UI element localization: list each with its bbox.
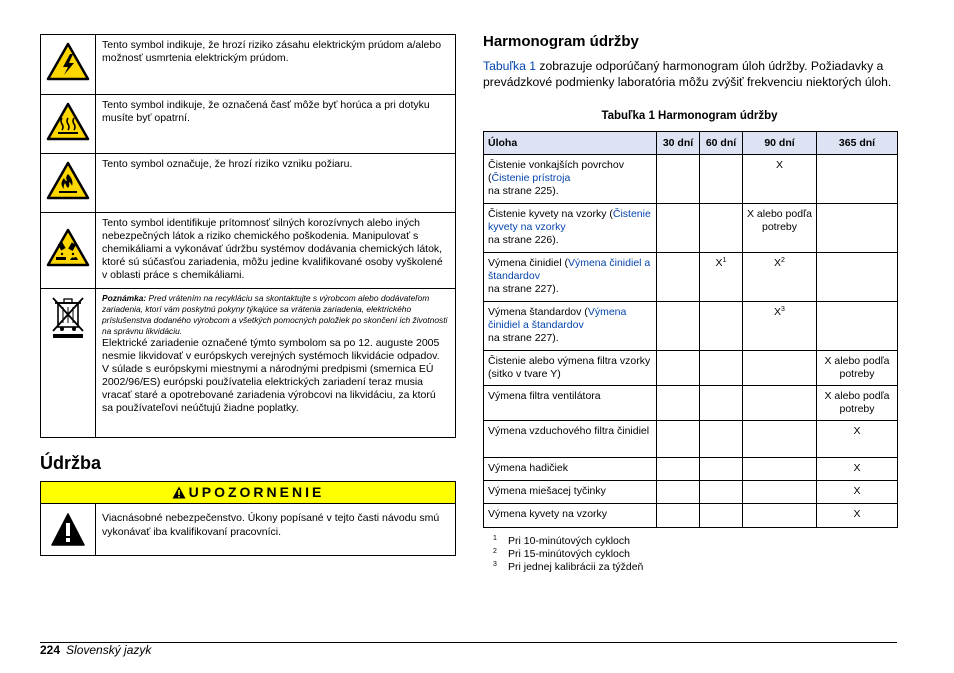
frequency-cell-c90 [743, 386, 817, 421]
task-cell [484, 204, 657, 253]
symbol-icon-cell [41, 35, 96, 95]
footnote-ref: 2 [781, 257, 785, 264]
symbol-row [41, 213, 456, 289]
frequency-mark: X [853, 485, 861, 497]
task-text: Výmena hadičiek [488, 462, 568, 474]
symbol-description: Tento symbol identifikuje prítomnosť silných korozívnych alebo iných nebezpečných látok a riziko chemického poškodenia. Manipulovať s chemikáliami a vykonávať údržbu systémov dodávania chemických látok, ktoré sú súčasťou zariadenia, môžu jedine kvalifikované osoby vyškolené v oblasti práce s chemikáliami. [96, 213, 456, 289]
frequency-mark: X alebo podľa potreby [824, 390, 890, 415]
intro-paragraph [483, 59, 903, 90]
table-row [484, 253, 898, 302]
task-link[interactable]: Čistenie prístroja [491, 172, 571, 184]
task-text: Výmena kyvety na vzorky [488, 508, 608, 520]
footnote-text: Pri jednej kalibrácii za týždeň [508, 561, 644, 573]
caution-body [41, 504, 455, 555]
frequency-cell-c365 [817, 302, 898, 351]
frequency-cell-c60 [700, 204, 743, 253]
caution-icon-cell [41, 504, 96, 555]
frequency-cell-c90 [743, 204, 817, 253]
task-page-ref: na strane 227). [488, 283, 559, 295]
electric-shock-warning-icon [46, 42, 90, 82]
column-header: 365 dní [817, 132, 898, 155]
intro-text: zobrazuje odporúčaný harmonogram úloh údržby. Požiadavky a prevádzkové podmienky laboratória môžu zvýšiť frekvenciu niektorých úloh. [483, 59, 892, 89]
frequency-cell-c30 [657, 204, 700, 253]
corrosive-warning-icon [46, 228, 90, 268]
table-header-row [484, 132, 898, 155]
task-cell [484, 253, 657, 302]
footer-divider [40, 642, 897, 643]
footnote [493, 561, 643, 574]
column-header: 30 dní [657, 132, 700, 155]
symbol-icon-cell [41, 95, 96, 154]
task-cell [484, 155, 657, 204]
maintenance-schedule-table [483, 131, 898, 528]
weee-text: Elektrické zariadenie označené týmto symbolom sa po 12. auguste 2005 nesmie likvidovať v európskych verejných systémoch likvidácie odpadov. V súlade s európskymi miestnymi a národnými predpismi (smernica EÚ 2002/96/ES) európski používatelia elektrických zariadení teraz musia vracať staré a opotrebované zariadenia výrobcovi na likvidáciu, za ktorú sa používateľovi neúčtujú žiadne poplatky. [102, 337, 440, 414]
frequency-mark: X [774, 306, 782, 318]
frequency-cell-c365 [817, 351, 898, 386]
table-row [484, 504, 898, 528]
symbol-row [41, 95, 456, 154]
page-footer [40, 643, 151, 657]
footnote-ref: 1 [722, 257, 727, 264]
weee-note [102, 293, 449, 337]
frequency-cell-c30 [657, 302, 700, 351]
symbol-description: Tento symbol indikuje, že označená časť môže byť horúca a pri dotyku musíte byť opatrní. [96, 95, 456, 154]
frequency-cell-c60 [700, 504, 743, 528]
task-text: Výmena činidiel ( [488, 257, 568, 269]
table-1-link[interactable]: Tabuľka 1 [483, 59, 537, 73]
frequency-mark: X alebo podľa potreby [747, 208, 812, 233]
table-footnotes [493, 535, 643, 574]
task-text: Výmena filtra ventilátora [488, 390, 601, 402]
caution-banner [41, 482, 455, 504]
task-page-ref: na strane 225). [488, 185, 559, 197]
frequency-cell-c90 [743, 155, 817, 204]
note-text: Pred vrátením na recykláciu sa skontaktujte s výrobcom alebo dodávateľom zariadenia, ktorí vám poskytnú pokyny týkajúce sa vrátenia zariadenia, elektrického príslušenstva dodaného výrobcom a všetkých pomocných položiek po skončení ich životnosti na správnu likvidáciu. [102, 293, 448, 336]
footnote [493, 535, 643, 548]
task-text: Výmena miešacej tyčinky [488, 485, 606, 497]
symbol-row [41, 154, 456, 213]
footnote-ref: 3 [781, 306, 785, 313]
frequency-cell-c30 [657, 504, 700, 528]
symbol-icon-cell [41, 154, 96, 213]
symbol-description: Tento symbol indikuje, že hrozí riziko zásahu elektrickým prúdom a/alebo možnosť usmrtenia elektrickým prúdom. [96, 35, 456, 95]
general-warning-icon [51, 513, 85, 547]
caution-text: Viacnásobné nebezpečenstvo. Úkony popísané v tejto časti návodu smú vykonávať iba kvalifikovaní pracovníci. [102, 512, 440, 538]
caution-label: UPOZORNENIE [188, 484, 325, 500]
task-cell [484, 351, 657, 386]
frequency-cell-c60 [700, 386, 743, 421]
symbol-description: Tento symbol označuje, že hrozí riziko vzniku požiaru. [96, 154, 456, 213]
table-row [484, 351, 898, 386]
symbol-icon-cell [41, 289, 96, 438]
task-cell [484, 458, 657, 481]
frequency-cell-c60 [700, 253, 743, 302]
frequency-cell-c365 [817, 386, 898, 421]
frequency-cell-c90 [743, 421, 817, 458]
frequency-mark: X [853, 508, 861, 520]
frequency-cell-c365 [817, 253, 898, 302]
table-row [484, 421, 898, 458]
page-number: 224 [40, 643, 61, 657]
frequency-cell-c30 [657, 421, 700, 458]
task-cell [484, 302, 657, 351]
frequency-cell-c365 [817, 155, 898, 204]
task-cell [484, 386, 657, 421]
frequency-cell-c365 [817, 458, 898, 481]
frequency-cell-c30 [657, 155, 700, 204]
frequency-cell-c30 [657, 351, 700, 386]
frequency-mark: X [715, 257, 723, 269]
task-page-ref: na strane 226). [488, 234, 559, 246]
frequency-cell-c30 [657, 458, 700, 481]
column-header: 60 dní [700, 132, 743, 155]
task-text: Čistenie kyvety na vzorky ( [488, 208, 613, 220]
fire-hazard-warning-icon [46, 161, 90, 201]
caution-triangle-icon [172, 486, 186, 499]
frequency-cell-c365 [817, 504, 898, 528]
footer-language: Slovenský jazyk [66, 643, 152, 657]
frequency-mark: X [774, 257, 782, 269]
frequency-cell-c90 [743, 302, 817, 351]
frequency-cell-c60 [700, 351, 743, 386]
frequency-cell-c90 [743, 253, 817, 302]
task-cell [484, 421, 657, 458]
frequency-cell-c365 [817, 481, 898, 504]
table-row [484, 302, 898, 351]
frequency-mark: X alebo podľa potreby [824, 355, 890, 380]
table-row [484, 386, 898, 421]
frequency-cell-c90 [743, 458, 817, 481]
frequency-cell-c90 [743, 351, 817, 386]
symbol-row-weee [41, 289, 456, 438]
column-header: Úloha [484, 132, 657, 155]
frequency-cell-c60 [700, 481, 743, 504]
frequency-cell-c30 [657, 386, 700, 421]
footnote-number: 2 [493, 548, 497, 555]
footnote-text: Pri 15-minútových cykloch [508, 548, 630, 560]
frequency-mark: X [853, 425, 861, 437]
column-header: 90 dní [743, 132, 817, 155]
frequency-cell-c30 [657, 481, 700, 504]
footnote-number: 3 [493, 561, 497, 568]
task-link[interactable]: Čistenie kyvety na vzorky [488, 208, 651, 233]
note-label: Poznámka: [102, 293, 147, 303]
task-text: Výmena vzduchového filtra činidiel [488, 425, 650, 437]
table-row [484, 481, 898, 504]
task-text: Čistenie vonkajších povrchov ( [488, 159, 624, 184]
task-cell [484, 504, 657, 528]
frequency-cell-c365 [817, 421, 898, 458]
caution-box [40, 481, 456, 556]
symbol-icon-cell [41, 213, 96, 289]
frequency-mark: X [775, 159, 783, 171]
task-text: Čistenie alebo výmena filtra vzorky (sitko v tvare Y) [488, 355, 651, 380]
section-title-harmonogram: Harmonogram údržby [483, 33, 639, 50]
table-row [484, 204, 898, 253]
section-title-udrzba: Údržba [40, 453, 102, 473]
frequency-mark: X [853, 462, 861, 474]
frequency-cell-c60 [700, 458, 743, 481]
task-link[interactable]: Výmena činidiel a štandardov [488, 257, 651, 282]
task-link[interactable]: Výmena činidiel a štandardov [488, 306, 627, 331]
task-cell [484, 481, 657, 504]
footnote [493, 548, 643, 561]
footnote-text: Pri 10-minútových cykloch [508, 535, 630, 547]
frequency-cell-c60 [700, 421, 743, 458]
table-row [484, 155, 898, 204]
table-caption: Tabuľka 1 Harmonogram údržby [601, 110, 778, 122]
crossed-out-bin-icon [50, 295, 86, 339]
symbol-row [41, 35, 456, 95]
weee-description [96, 289, 456, 438]
frequency-cell-c60 [700, 155, 743, 204]
table-row [484, 458, 898, 481]
hot-surface-warning-icon [46, 102, 90, 142]
task-page-ref: na strane 227). [488, 332, 559, 344]
safety-symbols-table [40, 34, 456, 438]
frequency-cell-c90 [743, 481, 817, 504]
frequency-cell-c60 [700, 302, 743, 351]
frequency-cell-c90 [743, 504, 817, 528]
frequency-cell-c365 [817, 204, 898, 253]
task-text: Výmena štandardov ( [488, 306, 588, 318]
footnote-number: 1 [493, 535, 497, 542]
frequency-cell-c30 [657, 253, 700, 302]
